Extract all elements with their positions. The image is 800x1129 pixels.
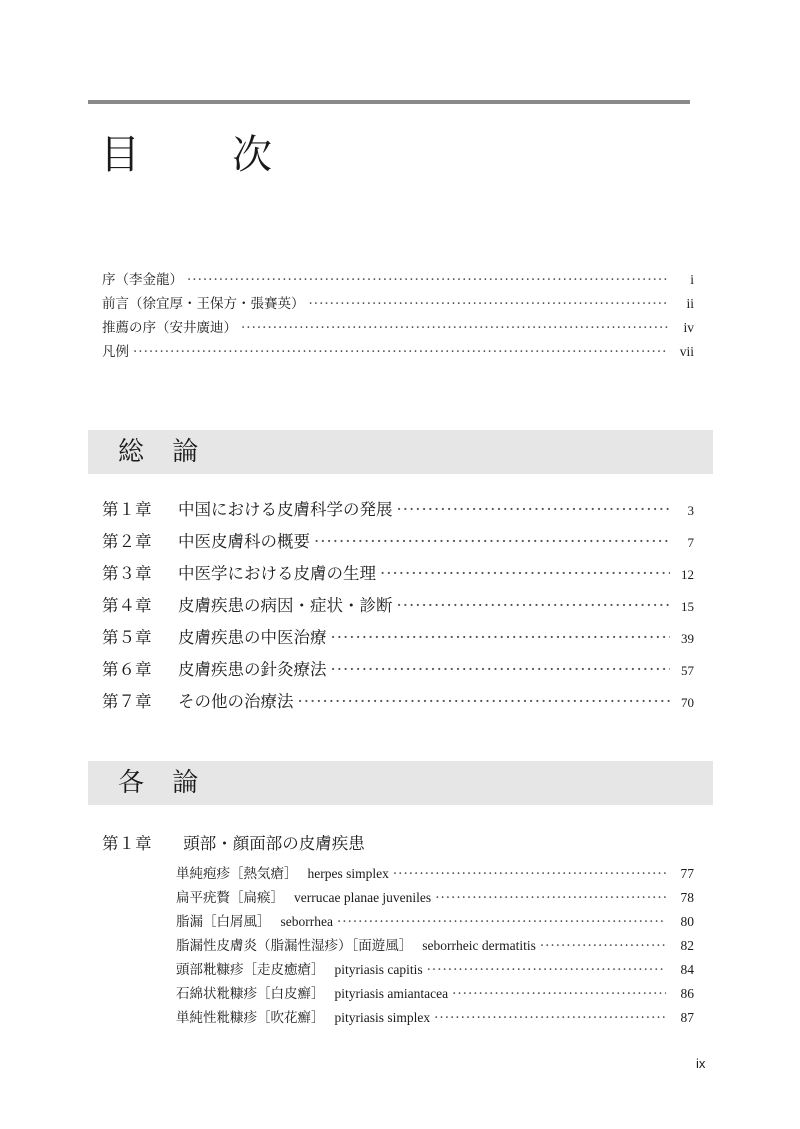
disease-name-en: seborrheic dermatitis <box>422 938 536 953</box>
chapter-number: 第７章 <box>102 692 152 711</box>
front-matter-label: 序（李金龍） <box>102 272 183 288</box>
chapter-title: 中医学における皮膚の生理 <box>178 564 376 583</box>
dot-leader <box>309 296 669 312</box>
chapter-row[interactable] <box>102 560 694 588</box>
chapter-title: その他の治療法 <box>178 692 294 711</box>
disease-name-en: herpes simplex <box>307 866 389 881</box>
chapter-title: 中医皮膚科の概要 <box>178 532 310 551</box>
section-heading-general <box>88 430 713 474</box>
disease-entry-row[interactable] <box>176 934 694 956</box>
dot-leader <box>314 532 670 551</box>
disease-name-en: pityriasis capitis <box>334 962 423 977</box>
dot-leader <box>337 914 666 930</box>
chapter-page: 57 <box>681 663 694 678</box>
disease-name-jp: 脂漏［白屑風］ <box>176 914 271 930</box>
dot-leader <box>298 692 671 711</box>
chapter-number: 第３章 <box>102 564 152 583</box>
section-title: 総 論 <box>118 437 209 467</box>
disease-name-en: pityriasis amiantacea <box>334 986 449 1001</box>
front-matter-page: i <box>690 272 694 287</box>
chapter-row[interactable] <box>102 592 694 620</box>
dot-leader <box>380 564 670 583</box>
entry-page: 78 <box>680 890 694 905</box>
front-matter-page: iv <box>683 320 694 335</box>
disease-name-jp: 石綿状粃糠疹［白皮癬］ <box>176 986 325 1002</box>
disease-name-jp: 頭部粃糠疹［走皮癒瘡］ <box>176 962 325 978</box>
chapter-number: 第４章 <box>102 596 152 615</box>
disease-entry-row[interactable] <box>176 910 694 932</box>
chapter-title: 中国における皮膚科学の発展 <box>178 500 393 519</box>
entry-page: 82 <box>680 938 694 953</box>
section-heading-specific <box>88 761 713 805</box>
dot-leader <box>241 320 668 336</box>
chapter-title: 皮膚疾患の針灸療法 <box>178 660 327 679</box>
chapter-row[interactable] <box>102 624 694 652</box>
front-matter-row[interactable] <box>102 268 694 290</box>
chapter-page: 39 <box>681 631 694 646</box>
front-matter-page: ii <box>686 296 694 311</box>
chapter-title: 皮膚疾患の中医治療 <box>178 628 327 647</box>
disease-name-en: seborrhea <box>280 914 333 929</box>
disease-name-jp: 単純性粃糠疹［吹花癬］ <box>176 1010 325 1026</box>
page-title: 目 次 <box>100 132 298 178</box>
entry-page: 80 <box>680 914 694 929</box>
dot-leader <box>452 986 666 1002</box>
chapter-number: 第２章 <box>102 532 152 551</box>
chapter-page: 15 <box>681 599 694 614</box>
chapter-number: 第１章 <box>102 500 152 519</box>
dot-leader <box>397 596 671 615</box>
chapter-title: 頭部・顔面部の皮膚疾患 <box>183 834 365 853</box>
chapter-page: 3 <box>687 503 694 518</box>
top-rule <box>88 100 690 104</box>
chapter-number: 第５章 <box>102 628 152 647</box>
front-matter-row[interactable] <box>102 292 694 314</box>
chapter-title: 皮膚疾患の病因・症状・診断 <box>178 596 393 615</box>
chapter-row[interactable] <box>102 656 694 684</box>
front-matter-page: vii <box>679 344 694 359</box>
disease-name-jp: 単純疱疹［熱気瘡］ <box>176 866 298 882</box>
dot-leader <box>331 628 671 647</box>
disease-name-jp: 脂漏性皮膚炎（脂漏性湿疹）［面遊風］ <box>176 938 413 954</box>
entry-page: 84 <box>680 962 694 977</box>
front-matter-row[interactable] <box>102 340 694 362</box>
chapter-page: 7 <box>687 535 694 550</box>
section-title: 各 論 <box>118 768 209 798</box>
dot-leader <box>435 890 666 906</box>
disease-entry-row[interactable] <box>176 958 694 980</box>
chapter-row[interactable] <box>102 496 694 524</box>
entry-page: 87 <box>680 1010 694 1025</box>
dot-leader <box>427 962 666 978</box>
chapter-page: 12 <box>681 567 694 582</box>
dot-leader <box>133 344 668 360</box>
dot-leader <box>540 938 666 954</box>
chapter-page: 70 <box>681 695 694 710</box>
disease-name-en: pityriasis simplex <box>334 1010 431 1025</box>
chapter-heading[interactable] <box>102 830 365 854</box>
dot-leader <box>187 272 668 288</box>
disease-name-jp: 扁平疣贅［扁瘊］ <box>176 890 284 906</box>
disease-entry-row[interactable] <box>176 862 694 884</box>
front-matter-label: 推薦の序（安井廣迪） <box>102 320 237 336</box>
dot-leader <box>397 500 671 519</box>
disease-entry-row[interactable] <box>176 1006 694 1028</box>
page-number: ix <box>696 1056 706 1071</box>
chapter-number: 第１章 <box>102 834 152 853</box>
disease-entry-row[interactable] <box>176 982 694 1004</box>
chapter-row[interactable] <box>102 688 694 716</box>
dot-leader <box>331 660 671 679</box>
chapter-number: 第６章 <box>102 660 152 679</box>
front-matter-label: 凡例 <box>102 344 129 360</box>
front-matter-label: 前言（徐宜厚・王保方・張賽英） <box>102 296 305 312</box>
chapter-row[interactable] <box>102 528 694 556</box>
disease-entry-row[interactable] <box>176 886 694 908</box>
entry-page: 77 <box>680 866 694 881</box>
disease-name-en: verrucae planae juveniles <box>294 890 432 905</box>
dot-leader <box>434 1010 666 1026</box>
dot-leader <box>393 866 666 882</box>
front-matter-row[interactable] <box>102 316 694 338</box>
entry-page: 86 <box>680 986 694 1001</box>
